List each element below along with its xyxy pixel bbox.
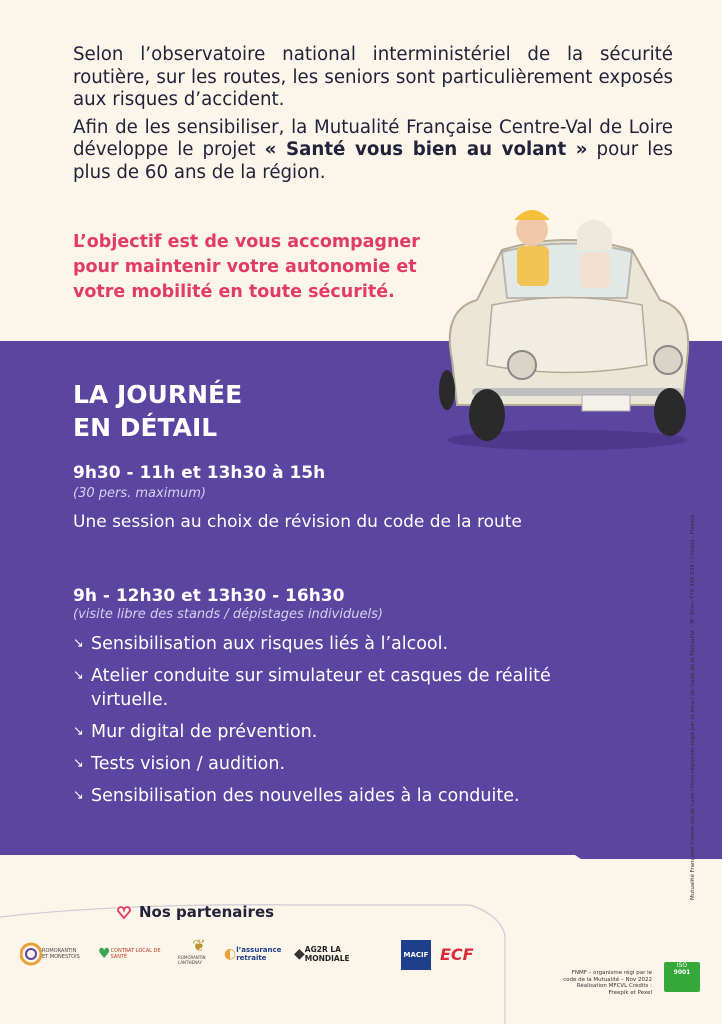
list-item: ↘ Mur digital de prévention. <box>73 722 318 742</box>
project-name: « Santé vous bien au volant » <box>264 139 588 160</box>
arrow-icon: ↘ <box>73 636 84 651</box>
session-1-text: Une session au choix de révision du code de la route <box>73 512 522 532</box>
heart-icon <box>117 905 131 919</box>
list-item: ↘ Atelier conduite sur simulateur et casques de réalité virtuelle. <box>73 666 551 710</box>
heading-line-1: LA JOURNÉE <box>73 380 243 409</box>
intro-paragraph-2 <box>73 117 673 185</box>
intro-p2-start: Afin de les sensibiliser, la Mutualité Française Centre-Val de Loire développe le projet <box>73 116 673 160</box>
activity-list <box>73 632 593 816</box>
car-illustration <box>432 190 702 455</box>
arrow-icon: ↘ <box>73 724 84 739</box>
arrow-icon: ↘ <box>73 668 84 683</box>
partners-title: Nos partenaires <box>139 903 275 921</box>
intro-p2-end: pour les plus de 60 ans de la région. <box>73 139 673 183</box>
session-1-time: 9h30 - 11h et 13h30 à 15h <box>73 463 326 483</box>
heading-line-2: EN DÉTAIL <box>73 413 218 442</box>
intro-text <box>73 44 673 189</box>
partner-logo-romorantin-monestois: ROMORANTIN ET MONESTOIS <box>20 936 88 972</box>
arrow-icon: ↘ <box>73 788 84 803</box>
vertical-credit: Mutualité Française Centre-Val de Loire Union régionale régie par le livre I du Code de la Mutualité – N° Siren 775 345 534 / Crédits : Freepik <box>690 514 696 900</box>
iso-badge: ISO 9001 <box>664 962 700 992</box>
session-2-note: (visite libre des stands / dépistages individuels) <box>73 607 383 622</box>
session-2-time: 9h - 12h30 et 13h30 - 16h30 <box>73 586 345 606</box>
session-1-note: (30 pers. maximum) <box>73 486 206 501</box>
arrow-icon: ↘ <box>73 756 84 771</box>
objective-text: L’objectif est de vous accompagner pour maintenir votre autonomie et votre mobilité en toute sécurité. <box>73 232 420 302</box>
list-item: ↘ Sensibilisation des nouvelles aides à la conduite. <box>73 786 520 806</box>
section-heading <box>73 378 242 444</box>
partner-logo-romorantin-lanthenay: ❦ ROMORANTIN LANTHENAY <box>178 936 206 965</box>
list-item: ↘ Sensibilisation aux risques liés à l’alcool. <box>73 634 449 654</box>
print-credit: FNMF – organisme régi par le code de la Mutualité – Nov 2022 Réalisation MFCVL Crédits : Freepik et Pexel <box>563 970 652 996</box>
partner-logo-ecf: ECF <box>440 944 474 964</box>
partner-logo-contrat-local-sante: ♥ CONTRAT LOCAL DE SANTÉ <box>98 946 161 962</box>
partner-logo-assurance-retraite: ◐ l’assurance retraite <box>224 946 282 962</box>
partner-logo-macif: MACIF <box>401 940 431 970</box>
list-item: ↘ Tests vision / audition. <box>73 754 286 774</box>
intro-paragraph-1: Selon l’observatoire national interministériel de la sécurité routière, sur les routes, les seniors sont particulièrement exposés aux risques d’accident. <box>73 44 673 110</box>
partner-logo-ag2r: ◆ AG2R LA MONDIALE <box>294 945 350 963</box>
